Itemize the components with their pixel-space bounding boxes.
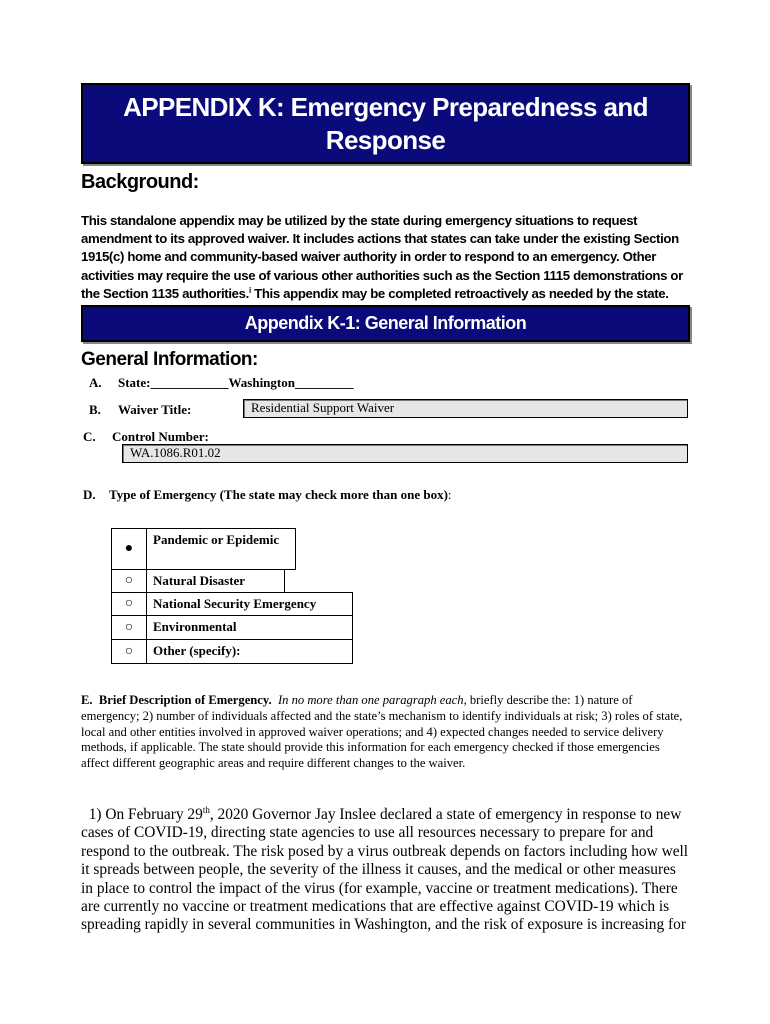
emergency-option-label: National Security Emergency <box>147 592 353 616</box>
brief-description-text: , briefly describe the: 1) nature of emergency; 2) number of individuals affected and the state’s mechanism to identify individuals at risk; 3) roles of state, local and other entities involved in approved waiver operations; and 4) expected changes needed to service delivery methods, if applicable. The state should provide this information for each emergency checked if those emergencies affect different geographic areas and require different changes to the waiver. <box>81 693 683 771</box>
emergency-option-pandemic[interactable] <box>111 528 296 570</box>
appendix-title-banner <box>81 83 690 164</box>
state-value[interactable]: ____________Washington_________ <box>150 375 354 390</box>
footnote-marker[interactable]: i <box>248 285 251 295</box>
emergency-option-label: Environmental <box>147 615 353 640</box>
emergency-type-letter: D. <box>83 487 96 502</box>
response-paragraph <box>81 806 691 935</box>
emergency-option-label: Natural Disaster <box>147 569 285 593</box>
background-heading: Background: <box>81 171 199 193</box>
emergency-option-label: Pandemic or Epidemic <box>147 528 296 570</box>
appendix-title-line1: APPENDIX K: Emergency Preparedness and <box>123 91 648 122</box>
state-row <box>118 375 353 391</box>
response-superscript: th <box>202 805 210 815</box>
radio-empty-icon[interactable]: ○ <box>111 639 147 664</box>
emergency-option-national-security[interactable] <box>111 592 353 616</box>
response-text: , 2020 Governor Jay Inslee declared a state of emergency in response to new cases of COVID-19, directing state agencies to use all resources necessary to prepare for and respond to the outbreak. The risk posed by a virus outbreak depends on factors including how well it spreads between people, the severity of the illness it causes, and the medical or other measures in place to control the impact of the virus (for example, vaccine or treatment medications). There are currently no vaccine or treatment medications that are effective against COVID-19 which is spreading rapidly in several communities in Washington, and the risk of exposure is increasing for <box>81 806 689 934</box>
emergency-option-natural-disaster[interactable] <box>111 569 285 593</box>
emergency-type-prompt <box>109 487 452 503</box>
state-label: State: <box>118 375 151 390</box>
background-text-part2: This appendix may be completed retroactively as needed by the state. <box>250 285 669 301</box>
brief-description-italic: In no more than one paragraph each <box>277 693 464 707</box>
emergency-option-other[interactable] <box>111 639 353 664</box>
general-info-heading: General Information: <box>81 349 258 370</box>
radio-empty-icon[interactable]: ○ <box>111 592 147 616</box>
response-prefix: 1) On February 29 <box>88 806 203 823</box>
control-number-label: Control Number: <box>112 429 209 444</box>
emergency-type-label: Type of Emergency (The state may check more than one box) <box>109 487 448 502</box>
waiver-title-letter: B. <box>89 402 101 417</box>
state-letter: A. <box>89 375 102 390</box>
waiver-title-label: Waiver Title: <box>118 402 192 417</box>
brief-description-instructions <box>81 693 691 772</box>
radio-empty-icon[interactable]: ○ <box>111 569 147 593</box>
section-k1-banner: Appendix K-1: General Information <box>81 305 690 342</box>
background-paragraph <box>81 212 691 303</box>
emergency-option-environmental[interactable] <box>111 615 353 640</box>
brief-description-letter: E. <box>81 693 93 707</box>
radio-empty-icon[interactable]: ○ <box>111 615 147 640</box>
waiver-title-field[interactable]: Residential Support Waiver <box>243 399 688 418</box>
radio-filled-icon[interactable]: ● <box>111 528 147 570</box>
background-text-part1: This standalone appendix may be utilized by the state during emergency situations to request amendment to its approved waiver. It includes actions that states can take under the existing Section 1915(c) home and community-based waiver authority in order to respond to an emergency. Other activities may require the use of various other authorities such as the Section 1115 demonstrations or the Section 1135 authorities. <box>81 213 683 301</box>
control-number-field[interactable]: WA.1086.R01.02 <box>122 444 688 463</box>
control-number-letter: C. <box>83 429 96 444</box>
appendix-title-line2: Response <box>325 124 446 155</box>
emergency-option-label: Other (specify): <box>147 639 353 664</box>
brief-description-lead: Brief Description of Emergency. <box>98 693 272 707</box>
emergency-type-colon: : <box>447 487 452 502</box>
